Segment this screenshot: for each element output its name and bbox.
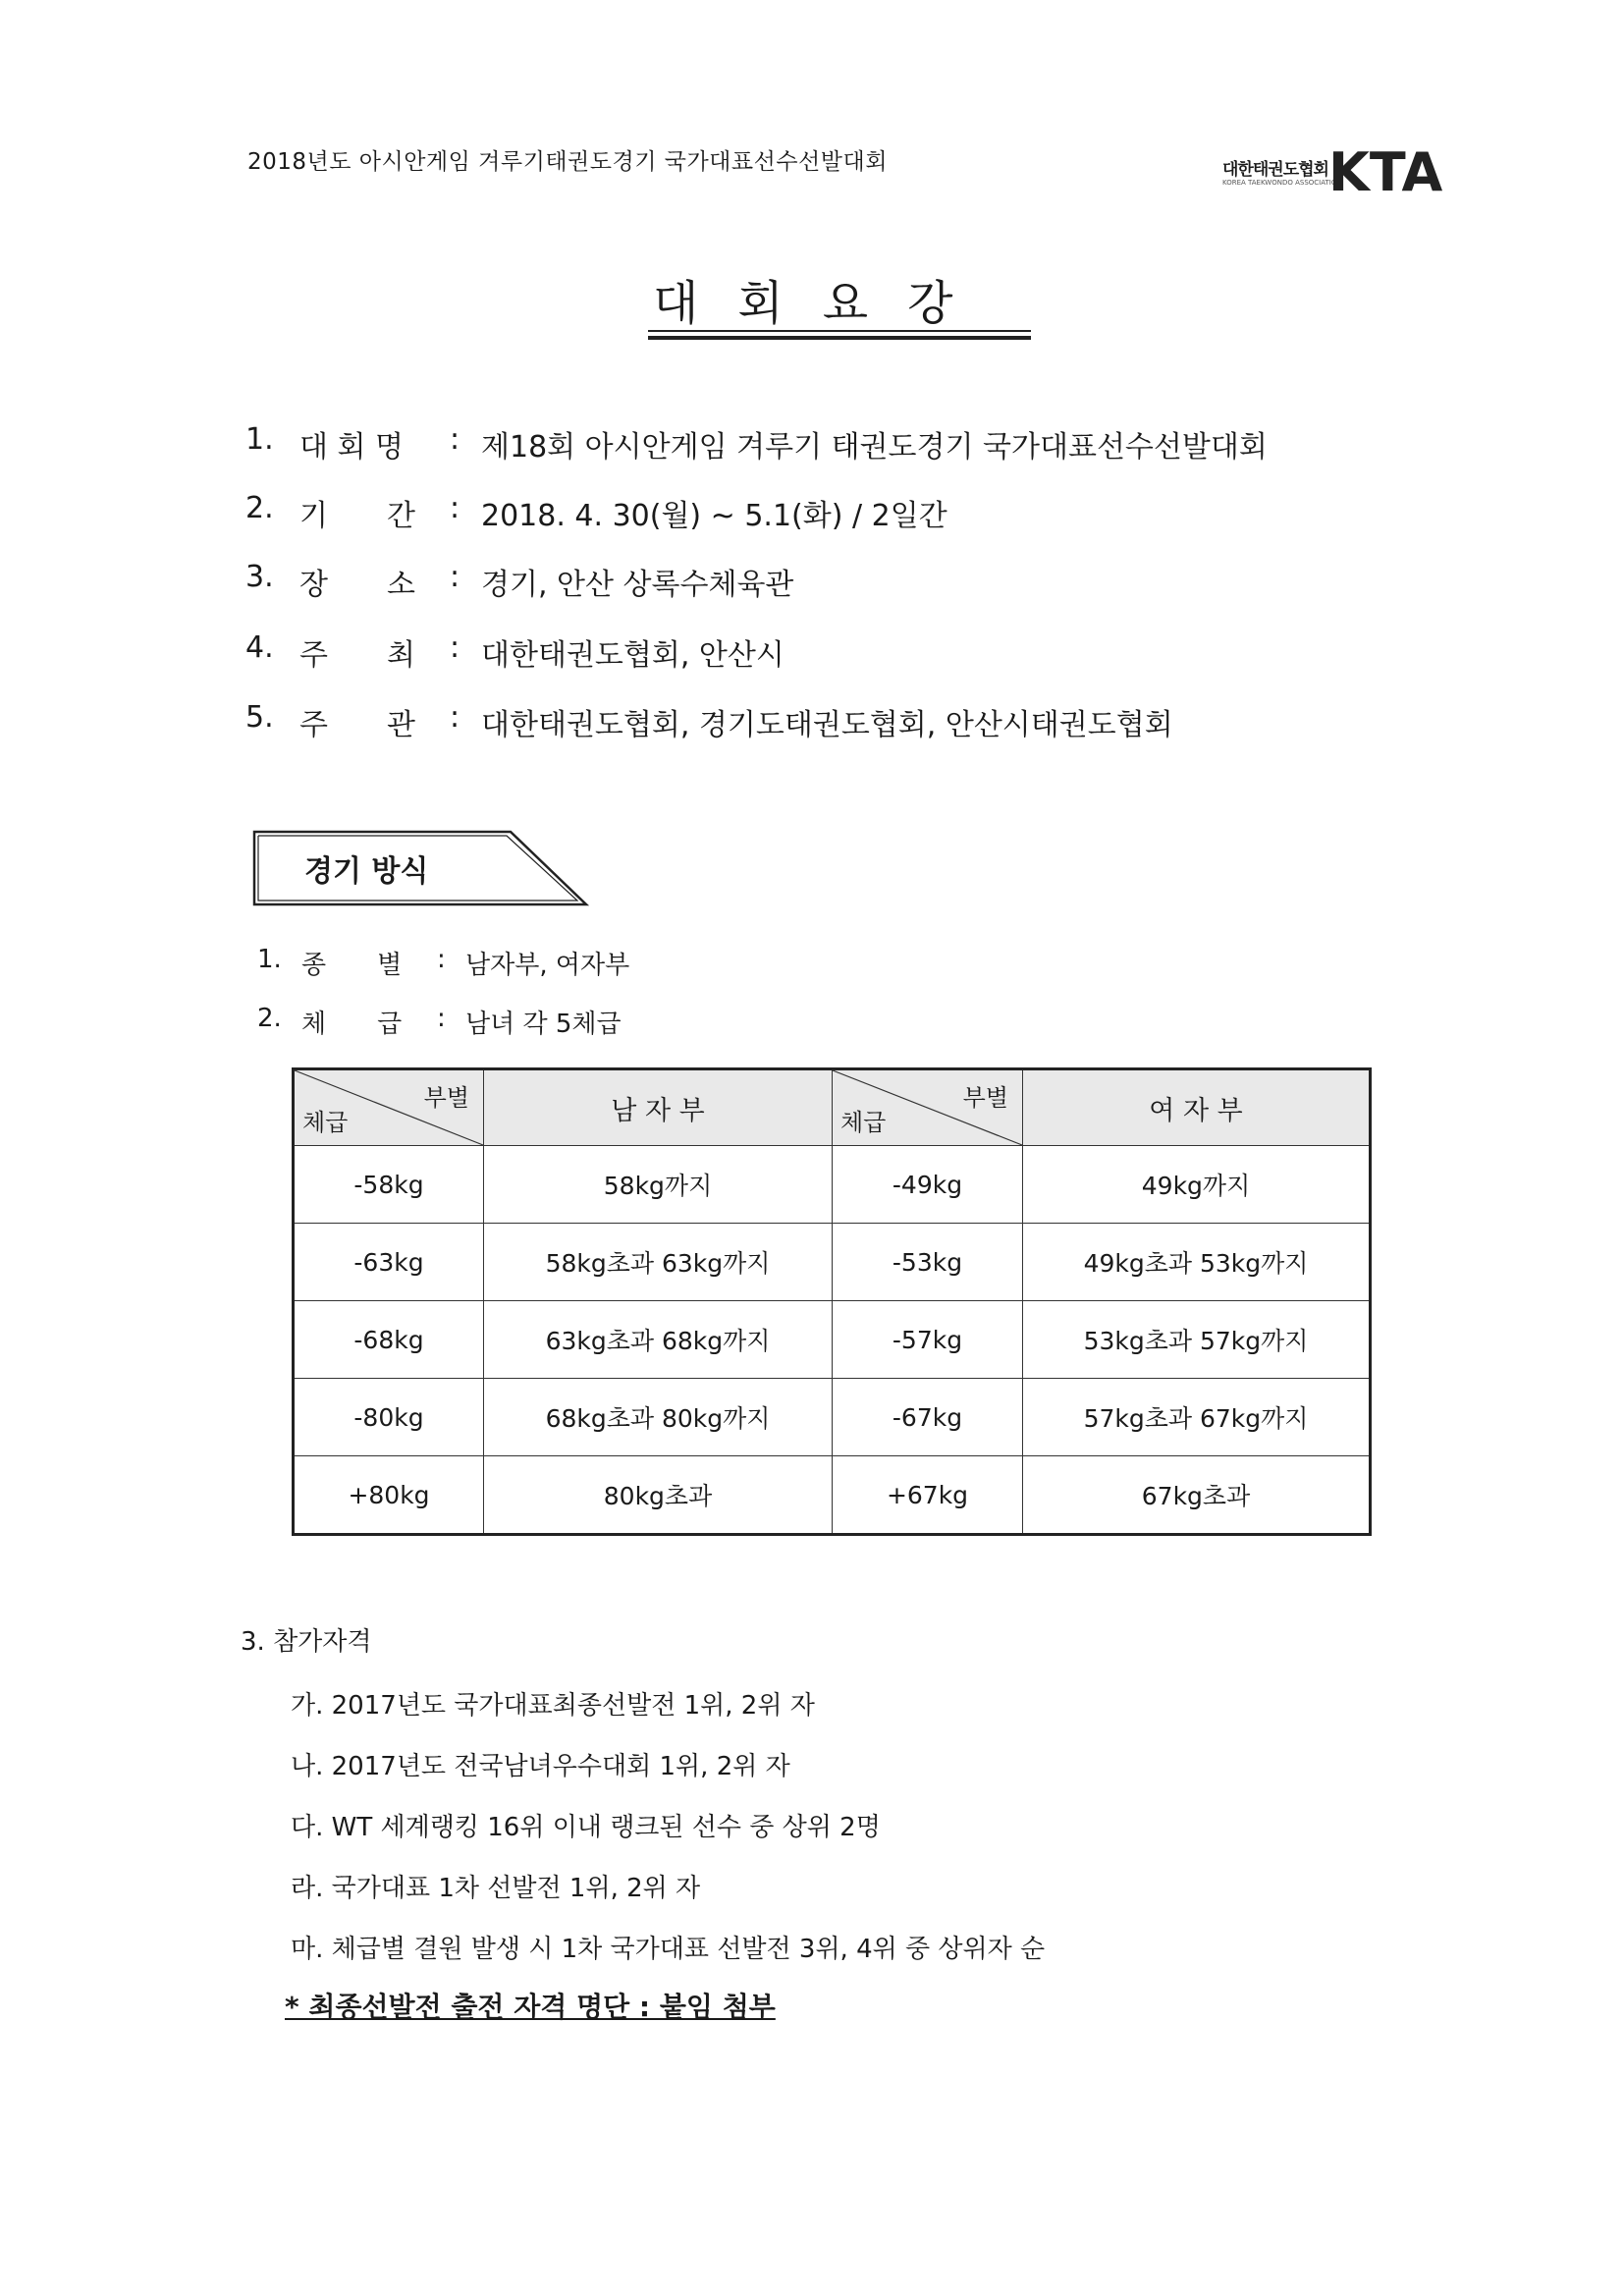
women-range-cell: 57kg초과 67kg까지 <box>1023 1379 1371 1456</box>
document-header-title: 2018년도 아시안게임 겨루기태권도경기 국가대표선수선발대회 <box>247 149 888 175</box>
table-row <box>294 1224 1371 1301</box>
info-value: 2018. 4. 30(월) ~ 5.1(화) / 2일간 <box>481 499 947 533</box>
men-header: 남 자 부 <box>484 1069 833 1146</box>
info-label: 장 소 <box>299 568 415 602</box>
qualification-item: 가. 2017년도 국가대표최종선발전 1위, 2위 자 <box>291 1691 815 1721</box>
women-range-cell: 49kg초과 53kg까지 <box>1023 1224 1371 1301</box>
table-row <box>294 1301 1371 1379</box>
section-item-value: 남자부, 여자부 <box>465 951 630 980</box>
info-value: 대한태권도협회, 안산시 <box>481 638 784 673</box>
qualification-item: 다. WT 세계랭킹 16위 이내 랭크된 선수 중 상위 2명 <box>291 1813 881 1842</box>
info-colon: : <box>450 630 460 665</box>
men-class-cell: -58kg <box>294 1146 484 1224</box>
info-label: 주 관 <box>299 708 415 742</box>
women-corner-header <box>833 1069 1023 1146</box>
logo-mark-text: KTA <box>1328 141 1443 203</box>
title-underline-thick <box>648 336 1031 340</box>
men-range-cell: 80kg초과 <box>484 1456 833 1535</box>
logo-subtext: KOREA TAEKWONDO ASSOCIATION <box>1222 179 1342 187</box>
info-value: 경기, 안산 상록수체육관 <box>481 568 794 602</box>
info-value: 대한태권도협회, 경기도태권도협회, 안산시태권도협회 <box>481 708 1173 742</box>
table-row <box>294 1456 1371 1535</box>
men-range-cell: 68kg초과 80kg까지 <box>484 1379 833 1456</box>
men-class-cell: -68kg <box>294 1301 484 1379</box>
info-num: 1. <box>245 422 274 457</box>
table-header-row <box>294 1069 1371 1146</box>
section-item-label: 종 별 <box>301 951 403 980</box>
qualification-title: 3. 참가자격 <box>241 1627 372 1657</box>
men-class-cell: -63kg <box>294 1224 484 1301</box>
men-range-cell: 58kg초과 63kg까지 <box>484 1224 833 1301</box>
corner-bottom-label: 체급 <box>840 1109 887 1136</box>
men-corner-header <box>294 1069 484 1146</box>
section-item-colon: : <box>437 945 446 974</box>
men-range-cell: 58kg까지 <box>484 1146 833 1224</box>
info-num: 4. <box>245 630 274 665</box>
section-item-label: 체 급 <box>301 1010 403 1039</box>
info-num: 5. <box>245 700 274 735</box>
section-item-value: 남녀 각 5체급 <box>465 1010 622 1039</box>
qualification-item: 마. 체급별 결원 발생 시 1차 국가대표 선발전 3위, 4위 중 상위자 순 <box>291 1935 1046 1964</box>
women-header: 여 자 부 <box>1023 1069 1371 1146</box>
women-class-cell: -53kg <box>833 1224 1023 1301</box>
section-title: 경기 방식 <box>304 854 429 889</box>
qualification-item: 라. 국가대표 1차 선발전 1위, 2위 자 <box>291 1874 701 1903</box>
section-item-num: 1. <box>257 945 282 974</box>
info-colon: : <box>450 560 460 594</box>
attachment-note: * 최종선발전 출전 자격 명단 : 붙임 첨부 <box>285 1991 776 2023</box>
corner-bottom-label: 체급 <box>302 1109 349 1136</box>
table-row <box>294 1379 1371 1456</box>
qualification-item: 나. 2017년도 전국남녀우수대회 1위, 2위 자 <box>291 1752 790 1781</box>
section-item-num: 2. <box>257 1004 282 1033</box>
men-class-cell: -80kg <box>294 1379 484 1456</box>
kta-logo-mark <box>1328 139 1443 203</box>
kta-logo <box>1222 139 1443 203</box>
info-colon: : <box>450 700 460 735</box>
weight-class-table <box>292 1067 1372 1536</box>
info-label: 주 최 <box>299 638 415 673</box>
women-range-cell: 49kg까지 <box>1023 1146 1371 1224</box>
info-colon: : <box>450 491 460 525</box>
women-class-cell: +67kg <box>833 1456 1023 1535</box>
logo-text: 대한태권도협회 <box>1222 160 1328 180</box>
info-label: 기 간 <box>299 499 415 533</box>
info-value: 제18회 아시안게임 겨루기 태권도경기 국가대표선수선발대회 <box>481 430 1268 465</box>
info-num: 2. <box>245 491 274 525</box>
section-item-colon: : <box>437 1004 446 1033</box>
men-range-cell: 63kg초과 68kg까지 <box>484 1301 833 1379</box>
corner-top-label: 부별 <box>962 1084 1008 1112</box>
women-class-cell: -57kg <box>833 1301 1023 1379</box>
women-range-cell: 67kg초과 <box>1023 1456 1371 1535</box>
page-title: 대회요강 <box>653 276 993 331</box>
table-row <box>294 1146 1371 1224</box>
title-underline-thin <box>648 330 1031 332</box>
men-class-cell: +80kg <box>294 1456 484 1535</box>
info-colon: : <box>450 422 460 457</box>
info-num: 3. <box>245 560 274 594</box>
women-class-cell: -49kg <box>833 1146 1023 1224</box>
info-label: 대 회 명 <box>299 430 405 465</box>
corner-top-label: 부별 <box>423 1084 469 1112</box>
women-range-cell: 53kg초과 57kg까지 <box>1023 1301 1371 1379</box>
women-class-cell: -67kg <box>833 1379 1023 1456</box>
